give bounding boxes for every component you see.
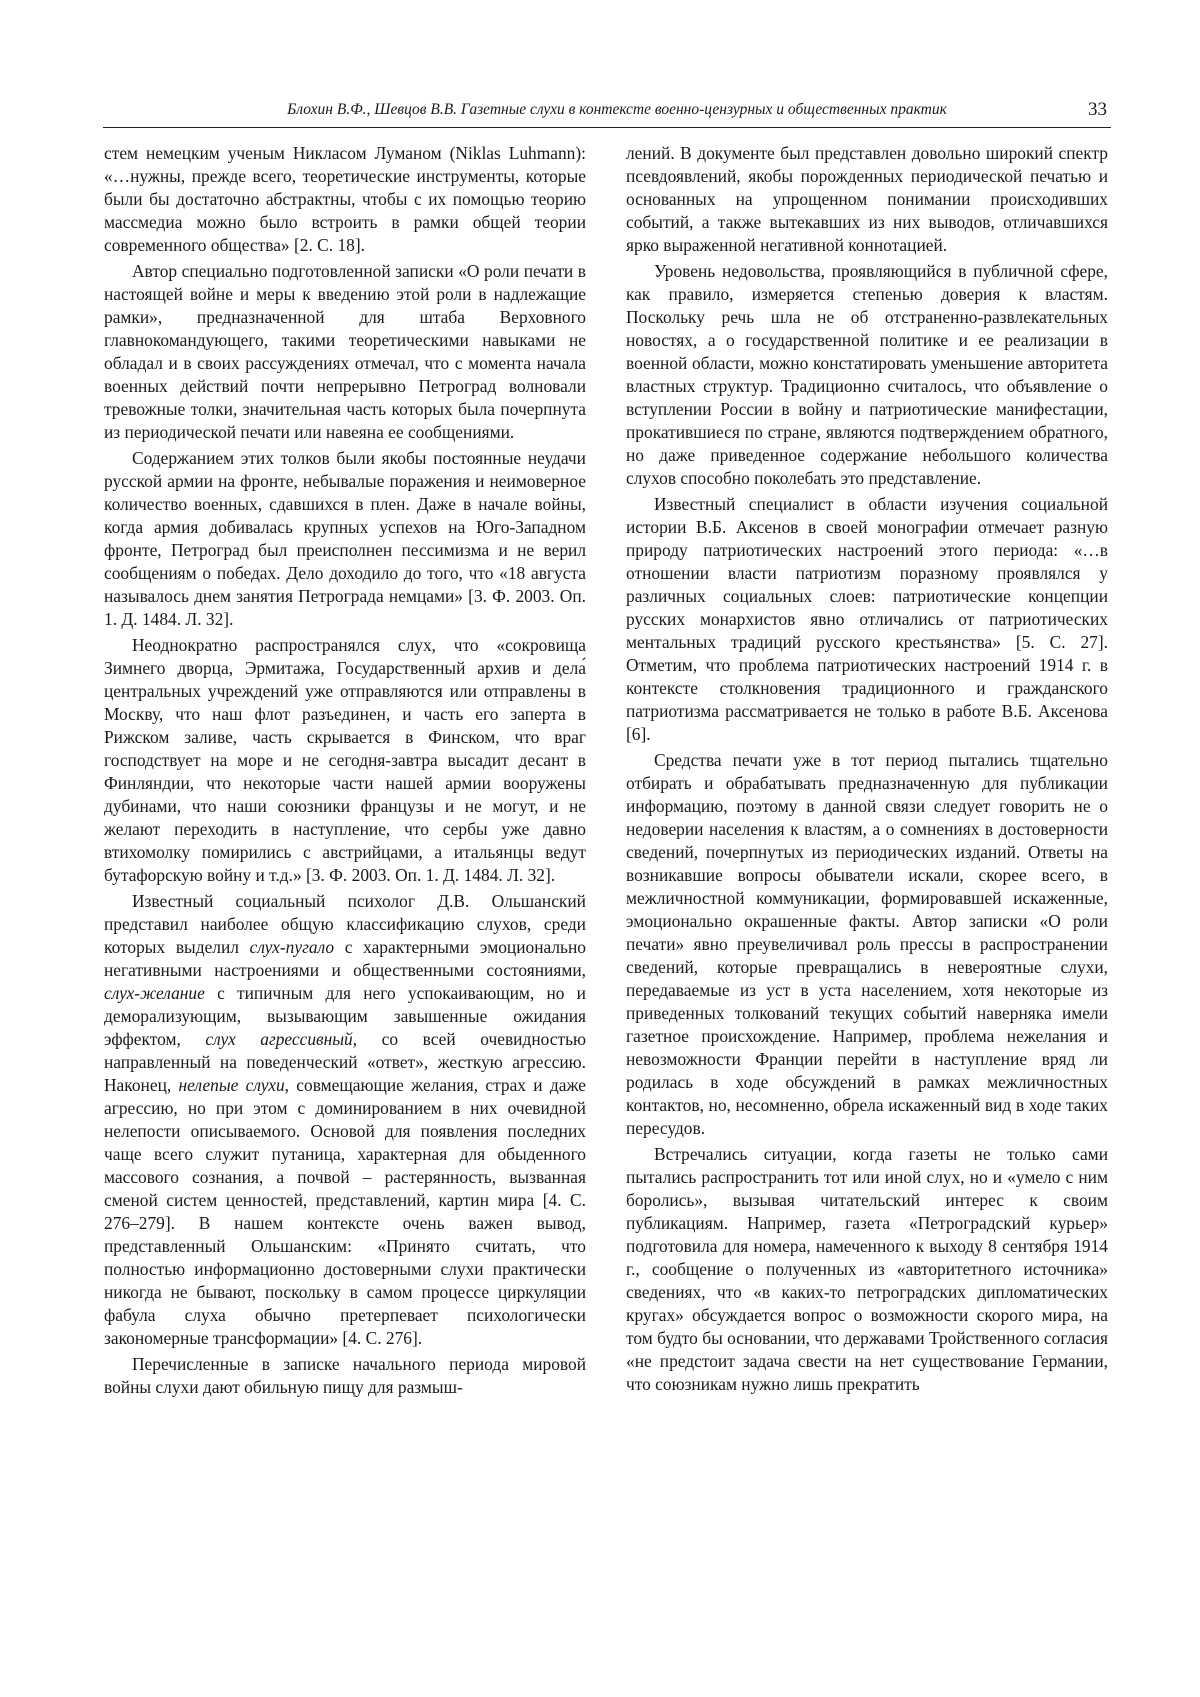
text-run: Известный социальный психолог Д.В. Ольшанский представил наиболее общую классификацию слухов, среди которых выделил <box>104 891 586 957</box>
term-absurd-rumors: нелепые слухи <box>178 1075 285 1095</box>
term-aggressive-rumor: слух агрессивный <box>205 1029 353 1049</box>
page-number: 33 <box>1088 99 1107 120</box>
paragraph: Известный специалист в области изучения социальной истории В.Б. Аксенов в своей монографии отмечает разную природу патриотических настроений этого периода: «…в отношении власти патриотизм поразному проявлялся у различных социальных слоев: патриотические концепции русских монархистов явно отличались от патриотических ментальных традиций русского крестьянства» [5. С. 27]. Отметим, что проблема патриотических настроений 1914 г. в контексте столкновения традиционного и гражданского патриотизма рассматривается не только в работе В.Б. Аксенова [6]. <box>626 494 1108 744</box>
paragraph: лений. В документе был представлен довольно широкий спектр псевдоявлений, якобы порожденных периодической печатью и основанных на упрощенном понимании происходивших событий, а также вытекавших из них выводов, отличавшихся ярко выраженной негативной коннотацией. <box>626 143 1108 255</box>
text-run: , со всей очевидностью направленный на поведенческий «ответ», жесткую агрессию. Наконец, <box>104 1029 587 1095</box>
paragraph: Неоднократно распространялся слух, что «сокровища Зимнего дворца, Эрмитажа, Государственный архив и дела́ центральных учреждений уже отправляются или отправлены в Москву, что наш флот разъединен, и часть его заперта в Рижском заливе, часть скрывается в Финском, что враг господствует на море и не сегодня-завтра высадит десант в Финляндии, что некоторые части нашей армии вооружены дубинами, что наши союзники французы и не могут, и не желают переходить в наступление, что сербы уже давно втихомолку помирились с австрийцами, а итальянцы ведут бутафорскую войну и т.д.» [3. Ф. 2003. Оп. 1. Д. 1484. Л. 32]. <box>104 635 586 885</box>
paragraph: Содержанием этих толков были якобы постоянные неудачи русской армии на фронте, небывалые поражения и неимоверное количество военных, сдавшихся в плен. Даже в начале войны, когда армия добивалась крупных успехов на Юго-Западном фронте, Петроград был преисполнен пессимизма и не верил сообщениям о победах. Дело доходило до того, что «18 августа называлось днем занятия Петрограда немцами» [3. Ф. 2003. Оп. 1. Д. 1484. Л. 32]. <box>104 448 586 629</box>
paragraph: Уровень недовольства, проявляющийся в публичной сфере, как правило, измеряется степенью доверия к властям. Поскольку речь шла не об отстраненно-развлекательных новостях, а о государственной политике и ее реализации в военной области, можно констатировать уменьшение авторитета властных структур. Традиционно считалось, что объявление о вступлении России в войну и патриотические манифестации, прокатившиеся по стране, являются подтверждением обратного, но даже приведенное содержание небольшого количества слухов способно поколебать это представление. <box>626 261 1108 488</box>
running-title: Блохин В.Ф., Шевцов В.В. Газетные слухи в контексте военно-цензурных и общественных практик <box>287 101 947 118</box>
paragraph: стем немецким ученым Никласом Луманом (Niklas Luhmann): «…нужны, прежде всего, теоретические инструменты, которые были бы достаточно абстрактны, чтобы с их помощью теорию массмедиа можно было встроить в рамки общей теории современного общества» [2. С. 18]. <box>104 143 586 255</box>
text-run: с типичным для него успокаивающим, но и деморализующим, вызывающим завышенные ожидания эффектом, <box>104 983 586 1049</box>
text-run: , совмещающие желания, страх и даже агрессию, но при этом с доминированием в них очевидной нелепости описываемого. Основой для появления последних чаще всего служит путаница, характерная для обыденного массового сознания, а почвой – растерянность, вызванная сменой систем ценностей, представлений, картин мира [4. С. 276–279]. В нашем контексте очень важен вывод, представленный Ольшанским: «Принято считать, что полностью информационно достоверными слухи практически никогда не бывают, поскольку в самом процессе циркуляции фабула слуха обычно претерпевает психологически закономерные трансформации» [4. С. 276]. <box>104 1075 586 1348</box>
term-wish-rumor: слух-желание <box>104 983 205 1003</box>
right-column <box>626 142 1108 1396</box>
paragraph: Средства печати уже в тот период пытались тщательно отбирать и обрабатывать предназначенную для публикации информацию, поэтому в данной связи следует говорить не о недоверии населения к властям, а о сомнениях в достоверности сведений, почерпнутых из периодических изданий. Ответы на возникавшие вопросы обыватели искали, скорее всего, в межличностной коммуникации, формировавшей искаженные, эмоционально окрашенные факты. Автор записки «О роли печати» явно преувеличивал роль прессы в распространении сведений, которые превращались в невероятные слухи, передаваемые из уст в уста населением, хотя некоторые из приведенных толкований текущих событий наверняка имели газетное происхождение. Например, проблема нежелания и невозможности Франции перейти в наступление вряд ли родилась в ходе обсуждений в рамках межличностных контактов, но, несомненно, обрела искаженный вид в ходе таких пересудов. <box>626 750 1108 1138</box>
paragraph: Автор специально подготовленной записки «О роли печати в настоящей войне и меры к введению этой роли в надлежащие рамки», предназначенной для штаба Верховного главнокомандующего, такими теоретическими навыками не обладал и в своих рассуждениях отмечал, что с момента начала военных действий почти непрерывно Петроград волновали тревожные толки, значительная часть которых была почерпнута из периодической печати или навеяна ее сообщениями. <box>104 261 586 442</box>
paragraph-classification <box>104 890 586 1350</box>
running-header <box>103 97 1111 128</box>
paragraph: Перечисленные в записке начального периода мировой войны слухи дают обильную пищу для размыш- <box>104 1354 586 1397</box>
term-scare-rumor: слух-пугало <box>249 937 335 957</box>
left-column <box>104 142 586 1399</box>
paragraph: Встречались ситуации, когда газеты не только сами пытались распространить тот или иной слух, но и «умело с ним боролись», вызывая читательский интерес к своим публикациям. Например, газета «Петроградский курьер» подготовила для номера, намеченного к выходу 8 сентября 1914 г., сообщение о полученных из «авторитетного источника» сведениях, что «в каких-то петроградских дипломатических кругах» обсуждается вопрос о возможности скорого мира, на том будто бы основании, что державами Тройственного согласия «не предстоит задача свести на нет существование Германии, что союзникам нужно лишь прекратить <box>626 1144 1108 1394</box>
text-run: с характерными эмоционально негативными настроениями и общественными состояниями, <box>104 937 586 980</box>
